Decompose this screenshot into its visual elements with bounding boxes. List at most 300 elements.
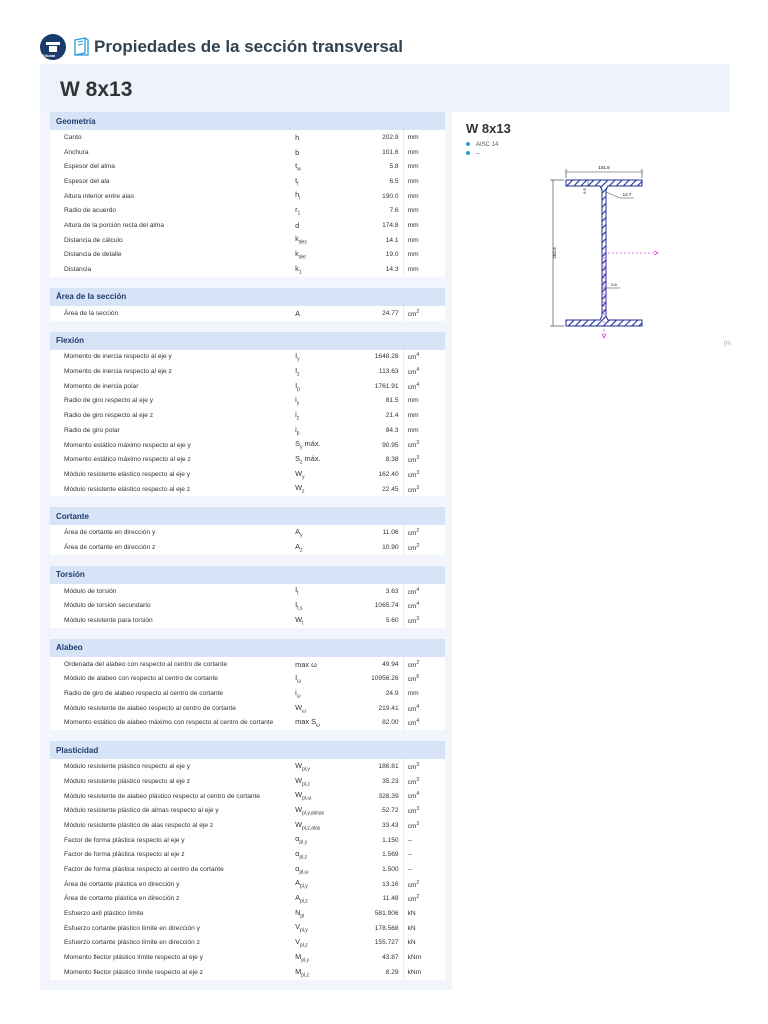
property-unit: [403, 906, 445, 921]
property-label: Momento estático máximo respecto al eje y: [50, 438, 295, 453]
property-unit: [403, 130, 445, 145]
property-unit: [403, 818, 445, 833]
symbol-main: N: [295, 907, 301, 917]
symbol-main: I: [295, 673, 298, 683]
property-label: Área de la sección: [50, 306, 295, 321]
property-value: 84.3: [349, 423, 403, 438]
unit-main: mm: [407, 690, 419, 698]
property-symbol: [295, 350, 349, 365]
property-value: 81.5: [349, 394, 403, 409]
unit-exponent: 4: [416, 718, 420, 725]
property-label: Área de cortante plástica en dirección y: [50, 877, 295, 892]
table-row: [50, 130, 445, 145]
table-row: [50, 408, 445, 423]
property-value: 1065.74: [349, 599, 403, 614]
unit-main: mm: [407, 163, 419, 171]
symbol-subscript: t,s: [297, 605, 303, 612]
symbol-subscript: pl,y: [300, 927, 308, 934]
property-symbol: [295, 716, 349, 731]
unit-main: cm: [407, 881, 417, 889]
symbol-subscript: pl,z: [301, 972, 310, 979]
property-unit: [403, 525, 445, 540]
property-unit: [403, 379, 445, 394]
unit-exponent: 3: [416, 615, 420, 622]
property-symbol: [295, 364, 349, 379]
property-value: 11.06: [349, 525, 403, 540]
table-row: [50, 233, 445, 248]
property-label: Momento estático de alabeo máximo con respecto al centro de cortante: [50, 716, 295, 731]
symbol-main: t: [295, 160, 298, 170]
table-row: [50, 350, 445, 365]
property-label: Momento de inercia respecto al eje y: [50, 350, 295, 365]
property-symbol: [295, 438, 349, 453]
property-unit: [403, 672, 445, 687]
property-symbol: [295, 936, 349, 951]
symbol-subscript: det: [298, 254, 306, 261]
property-symbol: [295, 408, 349, 423]
table-row: [50, 248, 445, 263]
property-label: Momento estático máximo respecto al eje z: [50, 452, 295, 467]
symbol-subscript: pl,ω: [302, 795, 312, 802]
symbol-subscript: pl,z: [302, 781, 310, 788]
property-value: 162.40: [349, 467, 403, 482]
unit-main: mm: [407, 251, 419, 259]
symbol-subscript: pl,y,almas: [302, 810, 325, 817]
property-value: 35.23: [349, 774, 403, 789]
property-unit: [403, 189, 445, 204]
property-symbol: [295, 379, 349, 394]
property-unit: [403, 584, 445, 599]
property-label: Espesor del ala: [50, 174, 295, 189]
unit-main: cm: [407, 705, 417, 713]
unit-main: cm: [407, 310, 417, 318]
spacer-cell: [50, 730, 445, 741]
property-value: 1.500: [349, 862, 403, 877]
unit-exponent: 4: [416, 601, 420, 608]
group-header: [50, 507, 445, 525]
unit-main: cm: [407, 383, 417, 391]
spacer-cell: [50, 496, 445, 507]
property-symbol: [295, 482, 349, 497]
symbol-subscript: y: [302, 474, 305, 481]
property-unit: [403, 203, 445, 218]
property-unit: [403, 540, 445, 555]
symbol-main: h: [295, 190, 300, 200]
property-symbol: [295, 452, 349, 467]
symbol-subscript: ω: [302, 708, 306, 715]
figure-title: W 8x13: [466, 121, 511, 136]
unit-main: kN: [407, 910, 416, 918]
unit-main: cm: [407, 457, 417, 465]
table-row: [50, 394, 445, 409]
property-value: 155.727: [349, 936, 403, 951]
property-label: Esfuerzo cortante plástico límite en dirección z: [50, 936, 295, 951]
symbol-main: I: [295, 380, 298, 390]
symbol-subscript: z: [297, 371, 300, 378]
symbol-subscript: w: [297, 166, 301, 173]
unit-exponent: 3: [416, 762, 420, 769]
property-label: Momento flector plástico límite respecto al eje z: [50, 965, 295, 980]
property-unit: [403, 936, 445, 951]
property-unit: [403, 467, 445, 482]
unit-main: mm: [407, 221, 419, 229]
unit-main: --: [407, 836, 413, 844]
unit-exponent: 2: [416, 308, 420, 315]
symbol-subscript: z: [302, 488, 305, 495]
table-row: [50, 672, 445, 687]
table-row: [50, 145, 445, 160]
unit-main: kNm: [407, 968, 422, 976]
unit-main: cm: [407, 530, 417, 538]
table-row: [50, 892, 445, 907]
property-label: Momento flector plástico límite respecto al eje y: [50, 950, 295, 965]
symbol-main: i: [295, 395, 297, 405]
unit-main: cm: [407, 896, 417, 904]
symbol-main: A: [295, 527, 300, 537]
property-unit: [403, 950, 445, 965]
unit-exponent: 3: [416, 776, 420, 783]
unit-exponent: 2: [416, 879, 420, 886]
property-value: 186.81: [349, 759, 403, 774]
group-title: Cortante: [50, 507, 445, 525]
unit-main: kNm: [407, 954, 422, 962]
symbol-subscript: pl,y: [299, 839, 308, 846]
group-header: [50, 288, 445, 306]
unit-main: cm: [407, 588, 417, 596]
spacer-cell: [50, 277, 445, 288]
property-unit: [403, 438, 445, 453]
property-label: Área de cortante en dirección z: [50, 540, 295, 555]
symbol-subscript: pl,y: [301, 957, 310, 964]
property-label: Módulo resistente de alabeo respecto al centro de cortante: [50, 701, 295, 716]
symbol-main: M: [295, 951, 302, 961]
group-header: [50, 639, 445, 657]
property-unit: [403, 921, 445, 936]
property-label: Altura interior entre alas: [50, 189, 295, 204]
symbol-subscript: p: [297, 386, 300, 393]
property-unit: [403, 218, 445, 233]
table-row: [50, 438, 445, 453]
property-unit: [403, 394, 445, 409]
property-symbol: [295, 701, 349, 716]
property-label: Radio de giro respecto al eje y: [50, 394, 295, 409]
symbol-main: W: [295, 804, 303, 814]
property-symbol: [295, 818, 349, 833]
table-row: [50, 423, 445, 438]
symbol-subscript: 1: [298, 269, 302, 276]
table-row: [50, 482, 445, 497]
group-title: Torsión: [50, 566, 445, 584]
property-value: 1.569: [349, 847, 403, 862]
table-row: [50, 174, 445, 189]
property-unit: [403, 423, 445, 438]
unit-main: mm: [407, 236, 419, 244]
table-row: [50, 847, 445, 862]
section-name-panel: [40, 64, 730, 112]
property-value: 22.45: [349, 482, 403, 497]
unit-main: cm: [407, 545, 417, 553]
symbol-suffix: máx.: [302, 439, 321, 449]
property-label: Factor de forma plástica respecto al eje z: [50, 847, 295, 862]
symbol-main: I: [295, 365, 298, 375]
table-row: [50, 599, 445, 614]
property-unit: [403, 364, 445, 379]
dim-web-label: 5.8: [611, 282, 617, 287]
unit-main: mm: [407, 426, 419, 434]
unit-main: mm: [407, 133, 419, 141]
symbol-subscript: y: [300, 532, 303, 539]
unit-main: cm: [407, 661, 417, 669]
property-symbol: [295, 906, 349, 921]
group-title: Área de la sección: [50, 288, 445, 306]
property-value: 190.0: [349, 189, 403, 204]
unit-exponent: 4: [416, 703, 420, 710]
property-unit: [403, 789, 445, 804]
property-label: Anchura: [50, 145, 295, 160]
table-row: [50, 525, 445, 540]
group-title: Geometría: [50, 112, 445, 130]
property-value: 174.8: [349, 218, 403, 233]
unit-main: kN: [407, 924, 416, 932]
property-value: 43.87: [349, 950, 403, 965]
symbol-main: t: [295, 175, 298, 185]
symbol-main: A: [295, 541, 300, 551]
symbol-main: A: [295, 893, 300, 903]
property-label: Esfuerzo axil plástico límite: [50, 906, 295, 921]
symbol-subscript: ω: [316, 722, 320, 729]
symbol-subscript: z: [300, 459, 303, 466]
symbol-subscript: p: [296, 430, 300, 437]
dim-flange-label: 6.5: [582, 188, 587, 194]
group-spacer: [50, 496, 445, 507]
property-unit: [403, 248, 445, 263]
symbol-main: I: [295, 600, 298, 610]
property-symbol: [295, 159, 349, 174]
property-unit: [403, 174, 445, 189]
property-unit: [403, 847, 445, 862]
unit-exponent: 3: [416, 484, 420, 491]
property-label: Área de cortante plástica en dirección z: [50, 892, 295, 907]
unit-main: cm: [407, 823, 417, 830]
property-unit: [403, 833, 445, 848]
property-label: Momento de inercia polar: [50, 379, 295, 394]
unit-main: --: [407, 851, 413, 859]
symbol-subscript: pl,z: [300, 898, 308, 905]
property-unit: [403, 701, 445, 716]
property-label: Distancia: [50, 262, 295, 277]
property-symbol: [295, 174, 349, 189]
i-beam-drawing: [456, 112, 730, 356]
unit-main: --: [407, 865, 413, 873]
property-value: 113.63: [349, 364, 403, 379]
unit-exponent: 3: [416, 440, 420, 447]
table-row: [50, 379, 445, 394]
symbol-main: α: [295, 849, 300, 859]
symbol-main: W: [295, 483, 303, 493]
symbol-main: M: [295, 966, 302, 976]
symbol-main: W: [295, 702, 303, 712]
property-label: Distancia de detalle: [50, 248, 295, 263]
property-label: Radio de giro respecto al eje z: [50, 408, 295, 423]
figure-corner-label: [m: [724, 341, 731, 347]
symbol-main: S: [295, 439, 300, 449]
symbol-main: r: [295, 205, 298, 215]
property-value: 1761.91: [349, 379, 403, 394]
dlubal-logo-icon[interactable]: [40, 34, 66, 60]
unit-exponent: 4: [416, 352, 420, 359]
table-row: [50, 452, 445, 467]
property-symbol: [295, 862, 349, 877]
group-header: [50, 332, 445, 350]
unit-main: cm: [407, 472, 417, 479]
table-row: [50, 306, 445, 321]
table-row: [50, 364, 445, 379]
symbol-subscript: pl,y: [302, 766, 310, 773]
unit-main: cm: [407, 793, 417, 801]
symbol-subscript: des: [298, 239, 307, 246]
symbol-subscript: 1: [297, 210, 301, 217]
symbol-main: S: [295, 453, 300, 463]
property-value: 178.568: [349, 921, 403, 936]
group-title: Plasticidad: [50, 741, 445, 759]
group-header: [50, 112, 445, 130]
symbol-main: V: [295, 937, 300, 947]
symbol-subscript: t: [302, 620, 304, 627]
property-value: 328.39: [349, 789, 403, 804]
section-figure: [456, 112, 730, 356]
property-symbol: [295, 672, 349, 687]
property-value: 33.43: [349, 818, 403, 833]
property-symbol: [295, 833, 349, 848]
table-row: [50, 218, 445, 233]
property-symbol: [295, 145, 349, 160]
table-row: [50, 833, 445, 848]
property-value: 19.0: [349, 248, 403, 263]
property-symbol: [295, 248, 349, 263]
property-label: Módulo resistente elástico respecto al eje y: [50, 467, 295, 482]
property-value: 13.16: [349, 877, 403, 892]
group-header: [50, 566, 445, 584]
property-value: 11.48: [349, 892, 403, 907]
group-spacer: [50, 277, 445, 288]
unit-main: cm: [407, 486, 417, 494]
symbol-main: i: [295, 409, 297, 419]
property-value: 10956.26: [349, 672, 403, 687]
unit-exponent: 4: [416, 791, 420, 798]
group-spacer: [50, 321, 445, 332]
figure-info-item: --: [466, 151, 498, 160]
unit-main: cm: [407, 369, 417, 377]
property-value: 5.60: [349, 613, 403, 628]
property-unit: [403, 877, 445, 892]
property-value: 24.9: [349, 686, 403, 701]
page-title: Propiedades de la sección transversal: [94, 37, 403, 56]
property-value: 219.41: [349, 701, 403, 716]
symbol-main: W: [295, 775, 303, 785]
property-value: 3.63: [349, 584, 403, 599]
property-symbol: [295, 789, 349, 804]
property-symbol: [295, 774, 349, 789]
table-row: [50, 540, 445, 555]
unit-exponent: 6: [416, 674, 420, 681]
property-value: 10.90: [349, 540, 403, 555]
symbol-subscript: i: [299, 195, 301, 202]
symbol-subscript: y: [300, 444, 303, 451]
unit-main: cm: [407, 354, 417, 362]
symbol-main: d: [295, 220, 300, 230]
property-value: 5.8: [349, 159, 403, 174]
symbol-main: b: [295, 147, 300, 157]
property-label: Área de cortante en dirección y: [50, 525, 295, 540]
symbol-subscript: pl: [300, 913, 305, 920]
symbol-main: A: [295, 308, 300, 318]
property-symbol: [295, 306, 349, 321]
property-label: Momento de inercia respecto al eje z: [50, 364, 295, 379]
symbol-subscript: t: [297, 590, 299, 597]
symbol-subscript: pl,z,alas: [302, 825, 321, 832]
property-label: Módulo resistente plástico de almas respecto al eje y: [50, 803, 295, 818]
property-unit: [403, 599, 445, 614]
symbol-main: W: [295, 790, 303, 800]
unit-exponent: 2: [416, 542, 420, 549]
dim-width-label: 101.6: [598, 165, 610, 170]
property-value: 82.00: [349, 716, 403, 731]
symbol-subscript: y: [296, 400, 300, 407]
symbol-main: i: [295, 687, 297, 697]
dim-height-label: 202.9: [552, 247, 557, 259]
property-symbol: [295, 262, 349, 277]
table-row: [50, 936, 445, 951]
property-unit: [403, 774, 445, 789]
property-unit: [403, 686, 445, 701]
symbol-main: k: [295, 234, 299, 244]
symbol-subscript: pl,y: [300, 883, 308, 890]
table-row: [50, 686, 445, 701]
table-row: [50, 862, 445, 877]
property-label: Módulo de torsión: [50, 584, 295, 599]
property-label: Radio de acuerdo: [50, 203, 295, 218]
property-symbol: [295, 394, 349, 409]
property-symbol: [295, 877, 349, 892]
property-symbol: [295, 847, 349, 862]
property-unit: [403, 306, 445, 321]
property-value: 1.150: [349, 833, 403, 848]
property-label: Esfuerzo cortante plástico límite en dirección y: [50, 921, 295, 936]
property-symbol: [295, 218, 349, 233]
table-row: [50, 262, 445, 277]
property-label: Radio de giro polar: [50, 423, 295, 438]
property-symbol: [295, 423, 349, 438]
property-symbol: [295, 584, 349, 599]
property-value: 6.5: [349, 174, 403, 189]
property-label: Módulo resistente de alabeo plástico respecto al centro de cortante: [50, 789, 295, 804]
symbol-subscript: ω: [296, 693, 301, 700]
group-title: Flexión: [50, 332, 445, 350]
table-row: [50, 906, 445, 921]
table-row: [50, 657, 445, 672]
property-symbol: [295, 467, 349, 482]
unit-exponent: 4: [416, 381, 420, 388]
property-symbol: [295, 599, 349, 614]
property-unit: [403, 233, 445, 248]
symbol-main: W: [295, 468, 303, 478]
property-symbol: [295, 686, 349, 701]
property-label: Módulo resistente plástico respecto al eje z: [50, 774, 295, 789]
property-symbol: [295, 525, 349, 540]
symbol-main: W: [295, 760, 303, 770]
property-unit: [403, 482, 445, 497]
symbol-main: i: [295, 424, 297, 434]
